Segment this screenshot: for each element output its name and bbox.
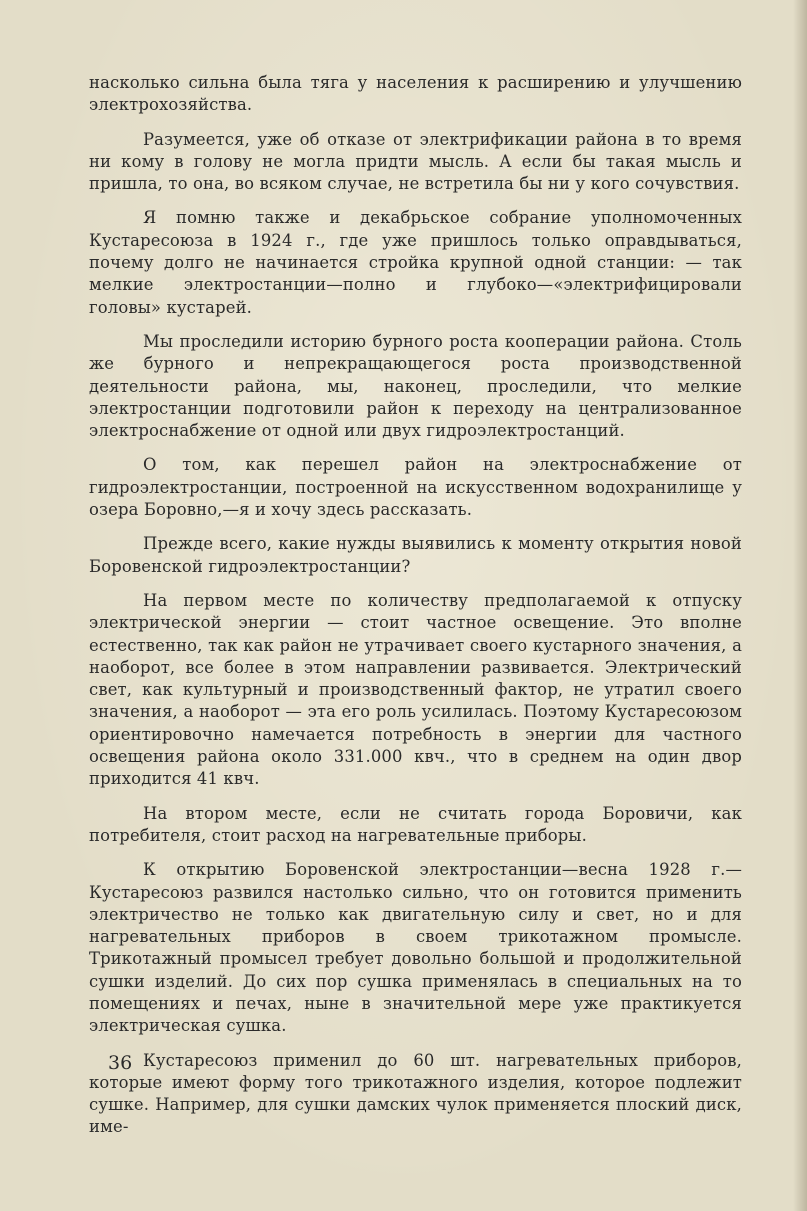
paragraph-4: Мы проследили историю бурного роста кооперации района. Столь же бурного и непрекращающегося роста производственной деятельности района, мы, наконец, проследили, что мелкие электростанции подготовили район к переходу на централизованное электроснабжение от одной или двух гидроэлектростанций. (89, 331, 742, 441)
paragraph-1: насколько сильна была тяга у населения к расширению и улучшению электрохозяйства. (89, 73, 742, 115)
paragraph-5: О том, как перешел район на электроснабжение от гидроэлектростанции, построенной на искусственном водохранилище у озера Боровно,—я и хочу здесь рассказать. (89, 455, 742, 520)
page-number: 36 (108, 1052, 133, 1074)
paragraph-7: На первом месте по количеству предполагаемой к отпуску электрической энергии — стоит частное освещение. Это вполне естественно, так как район не утрачивает своего кустарного значения, а наоборот, все более в этом направлении развивается. Электрический свет, как культурный и производственный фактор, не утратил своего значения, а наоборот — эта его роль усилилась. Поэтому Кустаресоюзом ориентировочно намечается потребность в энергии для частного освещения района около 331.000 квч., что в среднем на один двор приходится 41 квч. (89, 590, 742, 789)
paragraph-2: Разумеется, уже об отказе от электрификации района в то время ни кому в голову не могла придти мысль. А если бы такая мысль и пришла, то она, во всяком случае, не встретила бы ни у кого сочувствия. (89, 129, 742, 194)
paragraph-6: Прежде всего, какие нужды выявились к моменту открытия новой Боровенской гидроэлектростанции? (89, 534, 742, 576)
paragraph-8: На втором месте, если не считать города Боровичи, как потребителя, стоит расход на нагревательные приборы. (89, 803, 742, 845)
page-edge-shadow (793, 0, 807, 1211)
paragraph-9: К открытию Боровенской электростанции—весна 1928 г.—Кустаресоюз развился настолько сильно, что он готовится применить электричество не только как двигательную силу и свет, но и для нагревательных приборов в своем трикотажном промысле. Трикотажный промысел требует довольно большой и продолжительной сушки изделий. До сих пор сушка применялась в специальных на то помещениях и печах, ныне в значительной мере уже практикуется электрическая сушка. (89, 860, 742, 1036)
body-text (89, 72, 742, 1151)
paragraph-3: Я помню также и декабрьское собрание уполномоченных Кустаресоюза в 1924 г., где уже пришлось только оправдываться, почему долго не начинается стройка крупной одной станции: — так мелкие электростанции—полно и глубоко—«электрифицировали головы» кустарей. (89, 208, 742, 317)
paragraph-10: Кустаресоюз применил до 60 шт. нагревательных приборов, которые имеют форму того трикотажного изделия, которое подлежит сушке. Например, для сушки дамских чулок применяется плоский диск, име- (89, 1050, 742, 1137)
